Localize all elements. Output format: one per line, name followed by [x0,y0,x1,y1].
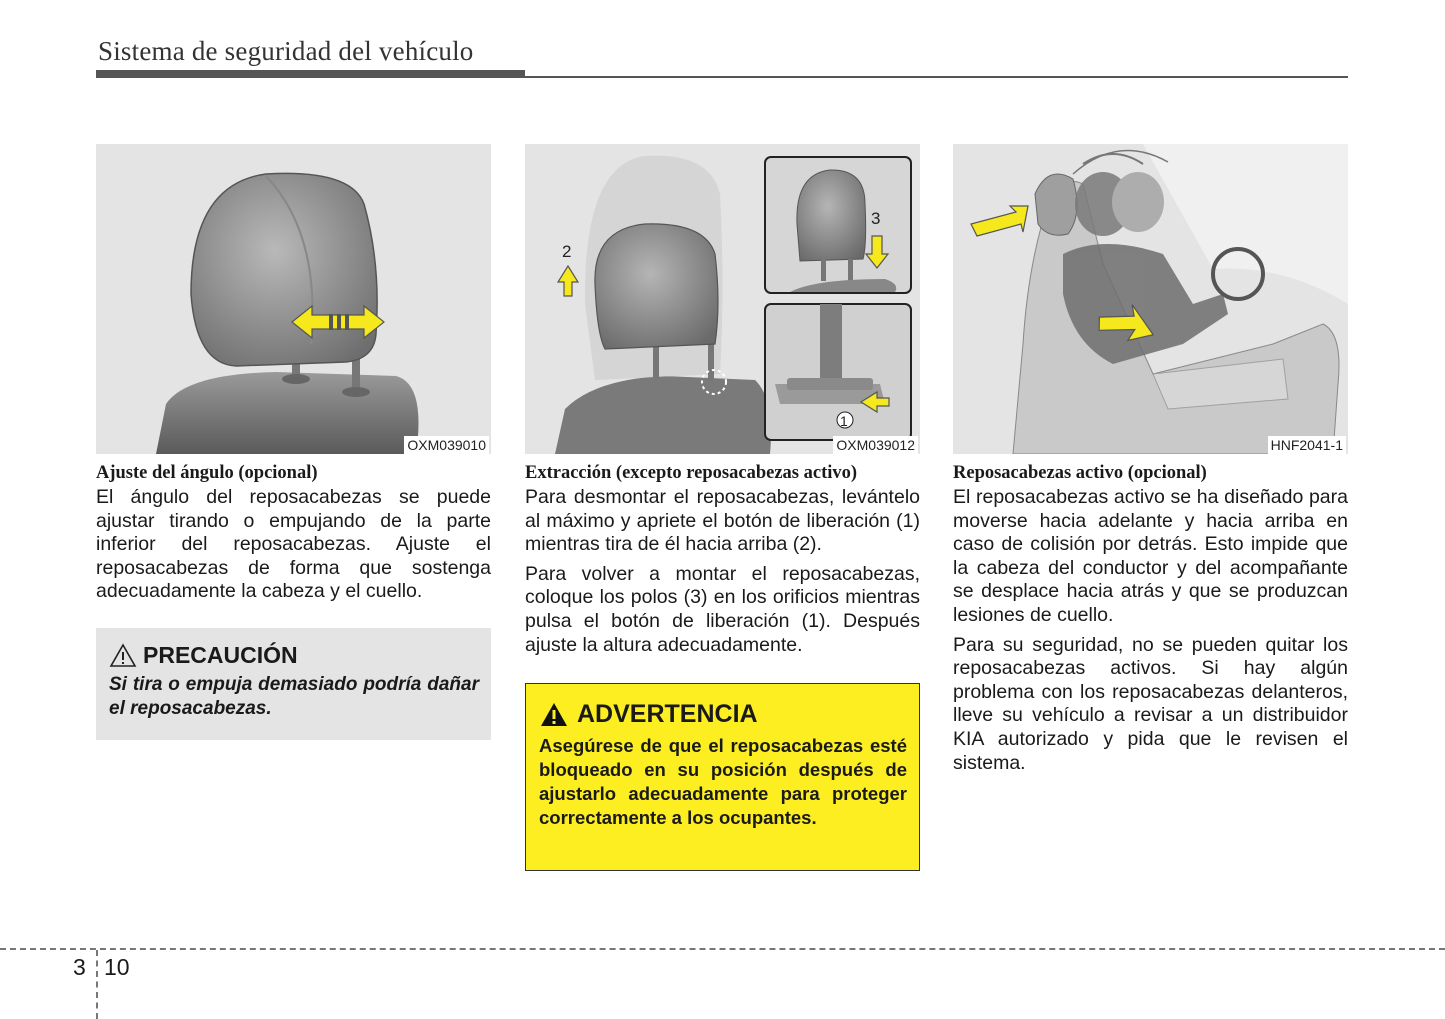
body-paragraph: Para desmontar el reposacabezas, levántelo al máximo y apriete el botón de liberación (1) mientras tira de él hacia arriba (2). [525,486,920,556]
warning-text: Asegúrese de que el reposacabezas esté bloqueado en su posición después de ajustarlo adecuadamente para proteger correctamente a los ocupantes. [539,735,907,828]
caution-box [96,628,491,740]
column-active-headrest [953,144,1348,781]
warning-title: ADVERTENCIA [577,700,758,729]
headrest-angle-illustration [96,144,491,454]
page-number: 10 [104,954,130,980]
forward-up-arrow-icon [971,206,1028,236]
header-rule-thin [525,76,1348,78]
section-title: Extracción (excepto reposacabezas activo) [525,463,858,483]
active-headrest-illustration [953,144,1348,454]
chapter-number: 3 [73,954,86,980]
caution-text: Si tira o empuja demasiado podría dañar el reposacabezas. [109,673,479,719]
page-header-title: Sistema de seguridad del vehículo [98,36,474,66]
warning-triangle-icon [539,701,569,728]
body-paragraph: Para su seguridad, no se pueden quitar los reposacabezas activos. Si hay algún problema con los reposacabezas delanteros, lleve su vehículo a revisar a un distribuidor KIA autorizado y pida que le revisen el sistema. [953,633,1348,774]
section-title: Reposacabezas activo (opcional) [953,463,1207,483]
footer-dashed-rule [0,948,1445,950]
up-arrow-icon [558,266,578,296]
figure-code: HNF2041-1 [1268,436,1346,454]
body-paragraph: Para volver a montar el reposacabezas, coloque los polos (3) en los orificios mientras pulsa el botón de liberación (1). Después ajuste la altura adecuadamente. [525,562,920,656]
headrest-removal-figure [525,144,920,454]
label-1: 1 [840,413,848,429]
body-paragraph: El ángulo del reposacabezas se puede ajustar tirando o empujando de la parte inferior del reposacabezas. Ajuste el reposacabezas de forma que sostenga adecuadamente la cabeza y el cuello. [96,486,491,603]
headrest-angle-figure [96,144,491,454]
body-paragraph: El reposacabezas activo se ha diseñado para moverse hacia adelante y hacia arriba en caso de colisión por detrás. Esto impide que la cabeza del conductor y del acompañante se desplace hacia atrás y que se produzcan lesiones de cuello. [953,486,1348,626]
caution-triangle-icon [109,643,137,668]
figure-code: OXM039012 [833,436,918,454]
warning-box [525,683,920,871]
column-removal [525,144,920,871]
active-headrest-figure [953,144,1348,454]
label-2: 2 [562,242,572,261]
headrest-removal-illustration [525,144,920,454]
footer-dashed-divider [96,950,98,1019]
figure-code: OXM039010 [404,436,489,454]
column-angle-adjust [96,144,491,740]
caution-title: PRECAUCIÓN [143,641,298,668]
warning-heading [539,700,907,729]
header-rule-thick [96,70,525,78]
section-title: Ajuste del ángulo (opcional) [96,463,318,483]
label-3: 3 [871,209,881,228]
caution-heading [109,642,479,669]
